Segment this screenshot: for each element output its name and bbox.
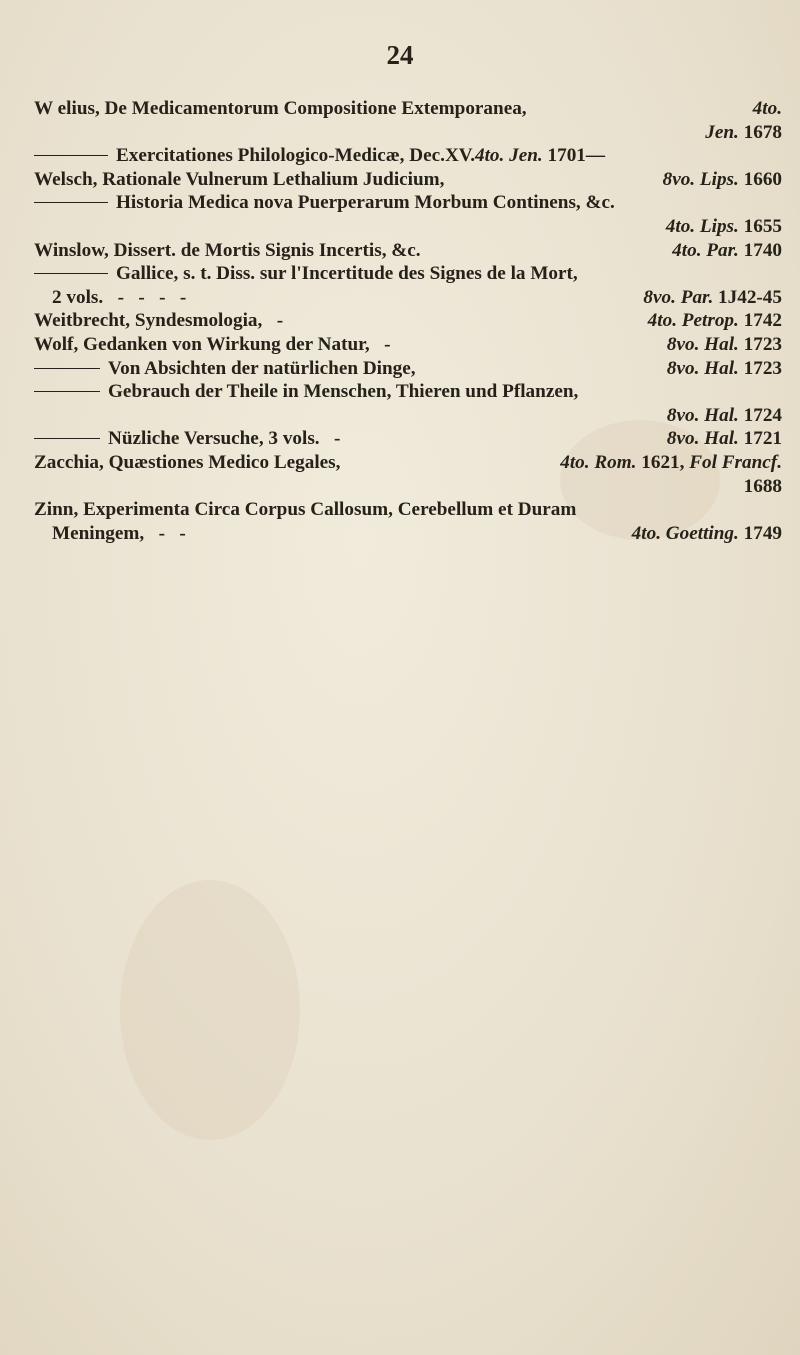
entry-title: Wolf, Gedanken von Wirkung der Natur, -	[34, 333, 391, 355]
entry-year: 1688	[743, 475, 782, 497]
entry-imprint	[667, 427, 782, 451]
entry-place: Par.	[706, 239, 739, 261]
entry-imprint	[667, 357, 782, 381]
entry-title: Gebrauch der Theile in Menschen, Thieren und Pflanzen,	[108, 381, 579, 403]
entry-title: Von Absichten der natürlichen Dinge,	[108, 357, 416, 379]
entry-imprint	[672, 239, 782, 263]
ditto-dash	[34, 273, 108, 274]
entry-format: 8vo.	[666, 333, 700, 355]
entry-imprint	[667, 404, 782, 428]
entry-extra-place: Fol Francf.	[689, 451, 782, 473]
entry-line	[34, 215, 782, 239]
ditto-dash	[34, 391, 100, 392]
entry-title-wrap	[34, 357, 416, 381]
entry-imprint	[560, 451, 782, 475]
bibliography-list	[34, 97, 782, 545]
entry-place: Hal.	[704, 404, 739, 426]
entry-line	[34, 522, 782, 546]
entry-year: 1749	[743, 522, 782, 544]
entry-line	[34, 144, 782, 168]
entry-place: Jen.	[504, 145, 543, 167]
entry-year: 1721	[743, 428, 782, 450]
entry-format: 4to.	[560, 451, 590, 473]
entry-title-wrap	[34, 191, 615, 215]
ditto-dash	[34, 202, 108, 203]
entry-title: 2 vols. - - - -	[52, 286, 187, 308]
entry-place: Goetting.	[665, 522, 739, 544]
entry-place: Rom.	[594, 451, 637, 473]
entry-year: 1655	[743, 215, 782, 237]
entry-format: 4to.	[647, 310, 677, 332]
entry-line	[34, 309, 782, 333]
entry-format: 8vo.	[666, 404, 700, 426]
entry-imprint	[666, 215, 782, 239]
entry-year: 1723	[743, 357, 782, 379]
entry-year: 1701—	[542, 145, 606, 167]
entry-place: Par.	[680, 286, 714, 308]
entry-line	[34, 262, 782, 286]
page-number: 24	[386, 40, 414, 70]
entry-imprint	[753, 97, 782, 121]
entry-line	[34, 451, 782, 475]
entry-format: 8vo.	[662, 168, 696, 190]
entry-year: 1724	[743, 404, 782, 426]
entry-format: 4to.	[665, 215, 696, 237]
entry-format: 4to.	[631, 522, 661, 544]
entry-line	[34, 357, 782, 381]
entry-place: Hal.	[704, 357, 739, 379]
ditto-dash	[34, 155, 108, 156]
entry-line	[34, 427, 782, 451]
entry-format: 4to.	[672, 239, 702, 261]
entry-line	[34, 286, 782, 310]
entry-place: Jen.	[705, 121, 739, 143]
entry-year: 1723	[743, 333, 782, 355]
entry-format: 4to.	[475, 145, 505, 167]
entry-line	[34, 380, 782, 404]
entry-format: 8vo.	[643, 286, 676, 308]
entry-year: 1660	[743, 168, 782, 190]
entry-year: 1678	[743, 121, 782, 143]
entry-title: Welsch, Rationale Vulnerum Lethalium Judicium,	[34, 168, 445, 190]
entry-place: Lips.	[699, 168, 739, 190]
entry-line	[34, 498, 782, 522]
entry-year: 1J42-45	[718, 286, 782, 308]
entry-imprint	[648, 309, 782, 333]
entry-imprint	[744, 475, 782, 499]
entry-title: Zinn, Experimenta Circa Corpus Callosum, Cerebellum et Duram	[34, 499, 577, 521]
ditto-dash	[34, 438, 100, 439]
paper-stain	[120, 880, 300, 1140]
entry-title: Exercitationes Philologico-Medicæ, Dec.XV.	[116, 145, 475, 167]
entry-title: Historia Medica nova Puerperarum Morbum Continens, &c.	[116, 192, 615, 214]
entry-year: 1621,	[641, 451, 685, 473]
entry-place: Lips.	[699, 215, 739, 237]
entry-title-wrap	[34, 262, 578, 286]
entry-format: 8vo.	[666, 357, 700, 379]
entry-title: Weitbrecht, Syndesmologia, -	[34, 310, 284, 332]
entry-line	[34, 121, 782, 145]
entry-line	[34, 239, 782, 263]
entry-year: 1742	[743, 310, 782, 332]
entry-imprint	[643, 286, 782, 310]
entry-title-wrap	[34, 380, 578, 404]
entry-title: W elius, De Medicamentorum Compositione Extemporanea,	[34, 98, 527, 119]
entry-line	[34, 333, 782, 357]
entry-imprint	[663, 168, 782, 192]
entry-title: Nüzliche Versuche, 3 vols. -	[108, 428, 341, 450]
entry-imprint	[705, 121, 782, 145]
entry-title: Meningem, - -	[52, 522, 186, 544]
entry-line	[34, 97, 782, 121]
entry-title-wrap	[34, 144, 605, 168]
entry-place: Petrop.	[681, 310, 739, 332]
entry-title: Zacchia, Quæstiones Medico Legales,	[34, 451, 341, 473]
entry-format: 8vo.	[666, 428, 700, 450]
entry-imprint	[667, 333, 782, 357]
entry-line	[34, 168, 782, 192]
ditto-dash	[34, 368, 100, 369]
entry-place: Hal.	[704, 428, 739, 450]
entry-title: Winslow, Dissert. de Mortis Signis Incertis, &c.	[34, 239, 421, 261]
entry-place: Hal.	[704, 333, 739, 355]
entry-line	[34, 475, 782, 499]
entry-title: Gallice, s. t. Diss. sur l'Incertitude des Signes de la Mort,	[116, 263, 578, 285]
entry-imprint	[632, 522, 782, 546]
entry-title-wrap	[34, 427, 340, 451]
entry-year: 1740	[743, 239, 782, 261]
entry-format: 4to.	[752, 98, 782, 119]
entry-line	[34, 191, 782, 215]
entry-line	[34, 404, 782, 428]
